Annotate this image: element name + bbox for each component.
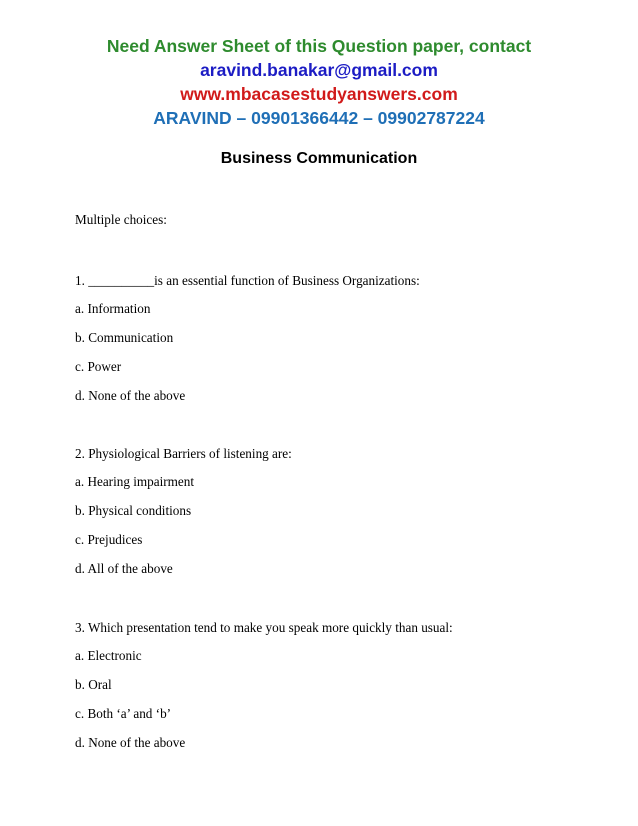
question-1-option-c: c. Power xyxy=(75,359,122,374)
contact-header xyxy=(0,34,638,130)
question-1-option-b: b. Communication xyxy=(75,330,174,345)
document-title: Business Communication xyxy=(220,150,418,167)
question-3-option-b: b. Oral xyxy=(75,677,112,692)
question-3-option-c: c. Both ‘a’ and ‘b’ xyxy=(75,706,172,721)
question-1-option-a: a. Information xyxy=(75,301,151,316)
question-2-option-a: a. Hearing impairment xyxy=(75,474,195,489)
question-1: 1. __________is an essential function of Business Organizations: xyxy=(75,273,420,288)
contact-header-line-1: Need Answer Sheet of this Question paper, contact xyxy=(106,36,532,56)
question-3-option-d: d. None of the above xyxy=(75,735,186,750)
question-1-option-d: d. None of the above xyxy=(75,388,186,403)
question-3-option-a: a. Electronic xyxy=(75,648,142,663)
question-3: 3. Which presentation tend to make you speak more quickly than usual: xyxy=(75,620,453,635)
contact-email: aravind.banakar@gmail.com xyxy=(200,60,438,80)
question-2: 2. Physiological Barriers of listening are: xyxy=(75,446,292,461)
question-2-option-c: c. Prejudices xyxy=(75,532,143,547)
contact-website: www.mbacasestudyanswers.com xyxy=(180,84,458,104)
question-2-option-b: b. Physical conditions xyxy=(75,503,192,518)
section-label: Multiple choices: xyxy=(75,212,167,227)
question-2-option-d: d. All of the above xyxy=(75,561,173,576)
contact-phone: ARAVIND – 09901366442 – 09902787224 xyxy=(153,108,485,128)
